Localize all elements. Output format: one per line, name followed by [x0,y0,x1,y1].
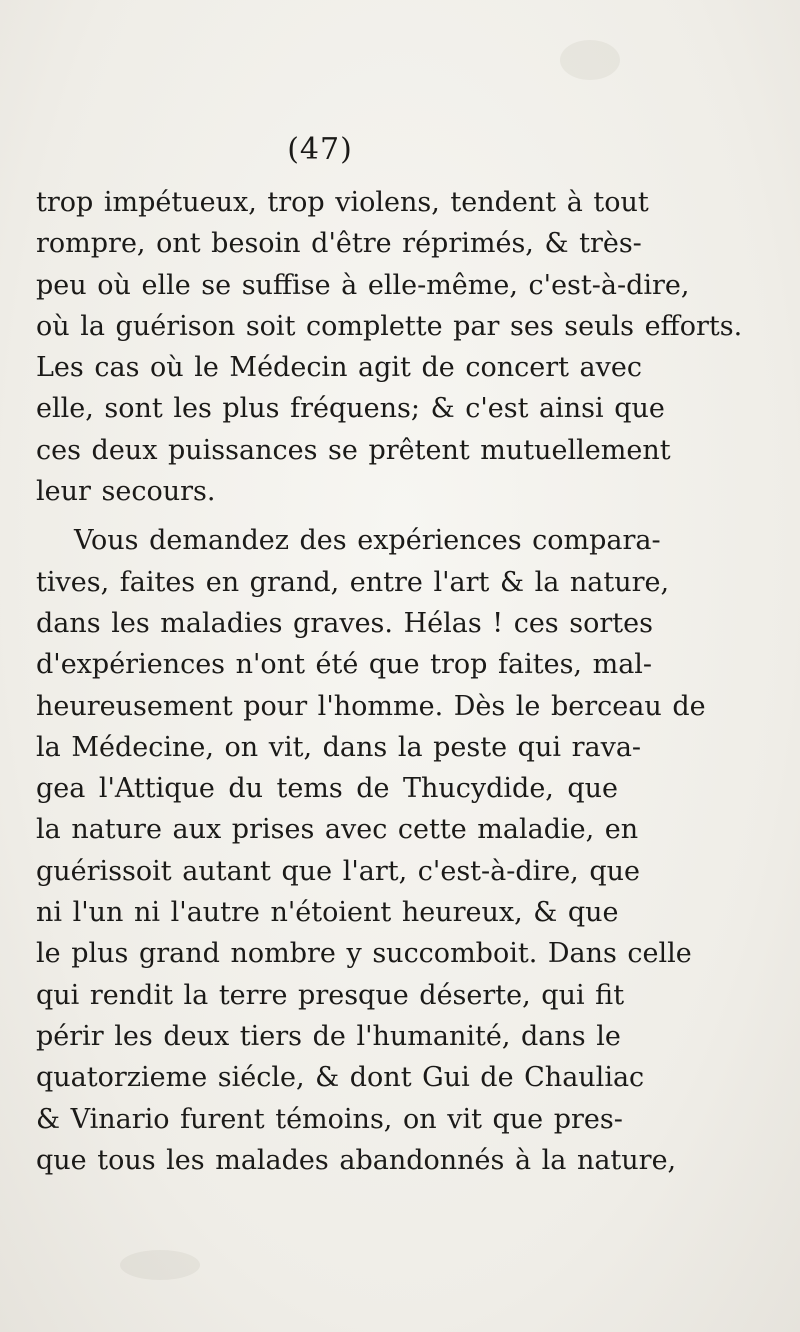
text-line: où la guérison soit complette par ses seuls efforts. [36,310,743,342]
text-line: tives, faites en grand, entre l'art & la nature, [36,566,670,598]
text-line: trop impétueux, trop violens, tendent à tout [36,187,649,218]
paragraph-1 [36,182,743,512]
text-line: ni l'un ni l'autre n'étoient heureux, & que [36,897,619,929]
text-line: Vous demandez des expériences compara- [74,525,661,557]
paper-stain [120,1250,200,1280]
text-line: heureusement pour l'homme. Dès le berceau de [36,690,706,722]
text-line: peu où elle se suffise à elle-même, c'est-à-dire, [36,269,690,301]
text-line: gea l'Attique du tems de Thucydide, que [36,773,618,805]
paragraph-2 [36,520,706,1181]
text-line: guérissoit autant que l'art, c'est-à-dire, que [36,855,640,887]
text-line: elle, sont les plus fréquens; & c'est ainsi que [36,393,665,425]
text-line: que tous les malades abandonnés à la nature, [36,1144,677,1176]
body-text [36,182,743,1181]
text-line: d'expériences n'ont été que trop faites, mal- [36,649,653,681]
text-line: dans les maladies graves. Hélas ! ces sortes [36,607,653,639]
text-line: rompre, ont besoin d'être réprimés, & très- [36,228,642,260]
text-line: leur secours. [36,476,216,508]
text-line: la Médecine, on vit, dans la peste qui rava- [36,731,642,763]
text-line: la nature aux prises avec cette maladie, en [36,814,639,846]
page-number: (47) [287,132,353,167]
text-line: ces deux puissances se prêtent mutuellement [36,434,671,466]
text-line: périr les deux tiers de l'humanité, dans le [36,1020,621,1052]
text-line: le plus grand nombre y succomboit. Dans celle [36,938,692,970]
paper-stain [560,40,620,80]
text-line: Les cas où le Médecin agit de concert avec [36,352,642,384]
text-line: quatorzieme siécle, & dont Gui de Chauliac [36,1062,645,1094]
text-line: qui rendit la terre presque déserte, qui fit [36,979,625,1011]
text-line: & Vinario furent témoins, on vit que pres- [36,1103,623,1135]
paragraph-gap [36,512,618,520]
